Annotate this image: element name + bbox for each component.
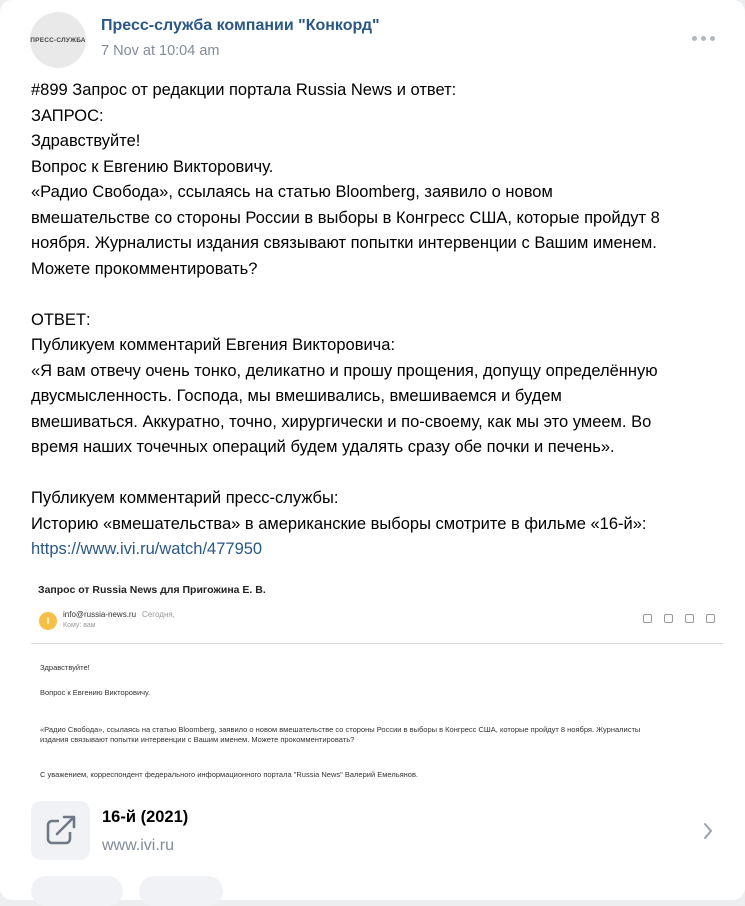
email-from-address: info@russia-news.ru [63,610,137,619]
email-subject: Запрос от Russia News для Пригожина Е. В. [38,584,266,596]
text-line: время наших точечных операций будем удалять сразу обе почки и печень». [31,438,615,456]
post-date[interactable]: 7 Nov at 10:04 am [101,43,220,59]
link-preview[interactable] [31,801,721,861]
text-line: Публикуем комментарий Евгения Викторовича: [31,336,396,354]
link-domain: www.ivi.ru [102,837,175,854]
divider [31,643,723,644]
text-line: ЗАПРОС: [31,106,104,125]
text-line: «Я вам отвечу очень тонко, деликатно и прошу прощения, допущу определённую [31,361,658,380]
chevron-right-icon[interactable] [702,821,714,846]
email-line: «Радио Свобода», ссылаясь на статью Bloomberg, заявило о новом вмешательстве со стороны России в выборы в Конгресс США, которые пройдут 8 ноября. Журналисты [40,725,641,734]
text-line: ОТВЕТ: [31,310,91,329]
print-icon [685,614,694,623]
text-line: вмешательстве со стороны России в выборы в Конгресс США, которые пройдут 8 [31,208,660,227]
avatar-text: ПРЕСС-СЛУЖБА [30,36,86,44]
text-line: Публикуем комментарий пресс-службы: [31,489,339,507]
link-title[interactable]: 16-й (2021) [102,808,189,826]
email-line: Здравствуйте! [40,663,90,672]
author-avatar[interactable] [30,12,86,68]
email-to: Кому: вам [63,622,96,629]
chat-icon [664,614,673,623]
email-line: Вопрос к Евгению Викторовичу. [40,688,151,697]
sender-avatar: I [39,612,57,630]
external-link-icon [31,801,90,860]
email-line: С уважением, корреспондент федерального информационного портала "Russia News" Валерий Емельянов. [40,770,419,779]
text-line: вмешиваться. Аккуратно, точно, хирургически и по-своему, как мы это умеем. Во [31,412,652,431]
email-from [63,610,175,619]
trash-icon [706,614,715,623]
text-line: Здравствуйте! [31,132,141,150]
email-line: издания связывают попытки интервенции с Вашим именем. Можете прокомментировать? [40,735,355,744]
comment-button[interactable] [139,876,223,906]
like-button[interactable] [31,876,123,906]
post-text [31,78,731,563]
blank-line [31,461,731,487]
text-line: Историю «вмешательства» в американские выборы смотрите в фильме «16-й»: [31,514,647,533]
email-toolbar [643,614,715,623]
bookmark-icon [643,614,652,623]
author-name[interactable]: Пресс-служба компании "Конкорд" [101,17,380,34]
text-line: ноября. Журналисты издания связывают попытки интервенции с Вашим именем. [31,234,657,252]
text-line: Можете прокомментировать? [31,259,258,278]
blank-line [31,282,731,308]
email-date: Сегодня, [142,610,175,619]
text-line: #899 Запрос от редакции портала Russia News и ответ: [31,81,457,99]
post-link[interactable]: https://www.ivi.ru/watch/477950 [31,540,263,558]
attached-image[interactable] [31,570,723,790]
text-line: Вопрос к Евгению Викторовичу. [31,157,274,176]
text-line: двусмысленность. Господа, мы вмешивались, вмешиваемся и будем [31,387,562,405]
text-line: «Радио Свобода», ссылаясь на статью Bloomberg, заявило о новом [31,183,553,201]
more-options-icon[interactable] [692,36,715,41]
